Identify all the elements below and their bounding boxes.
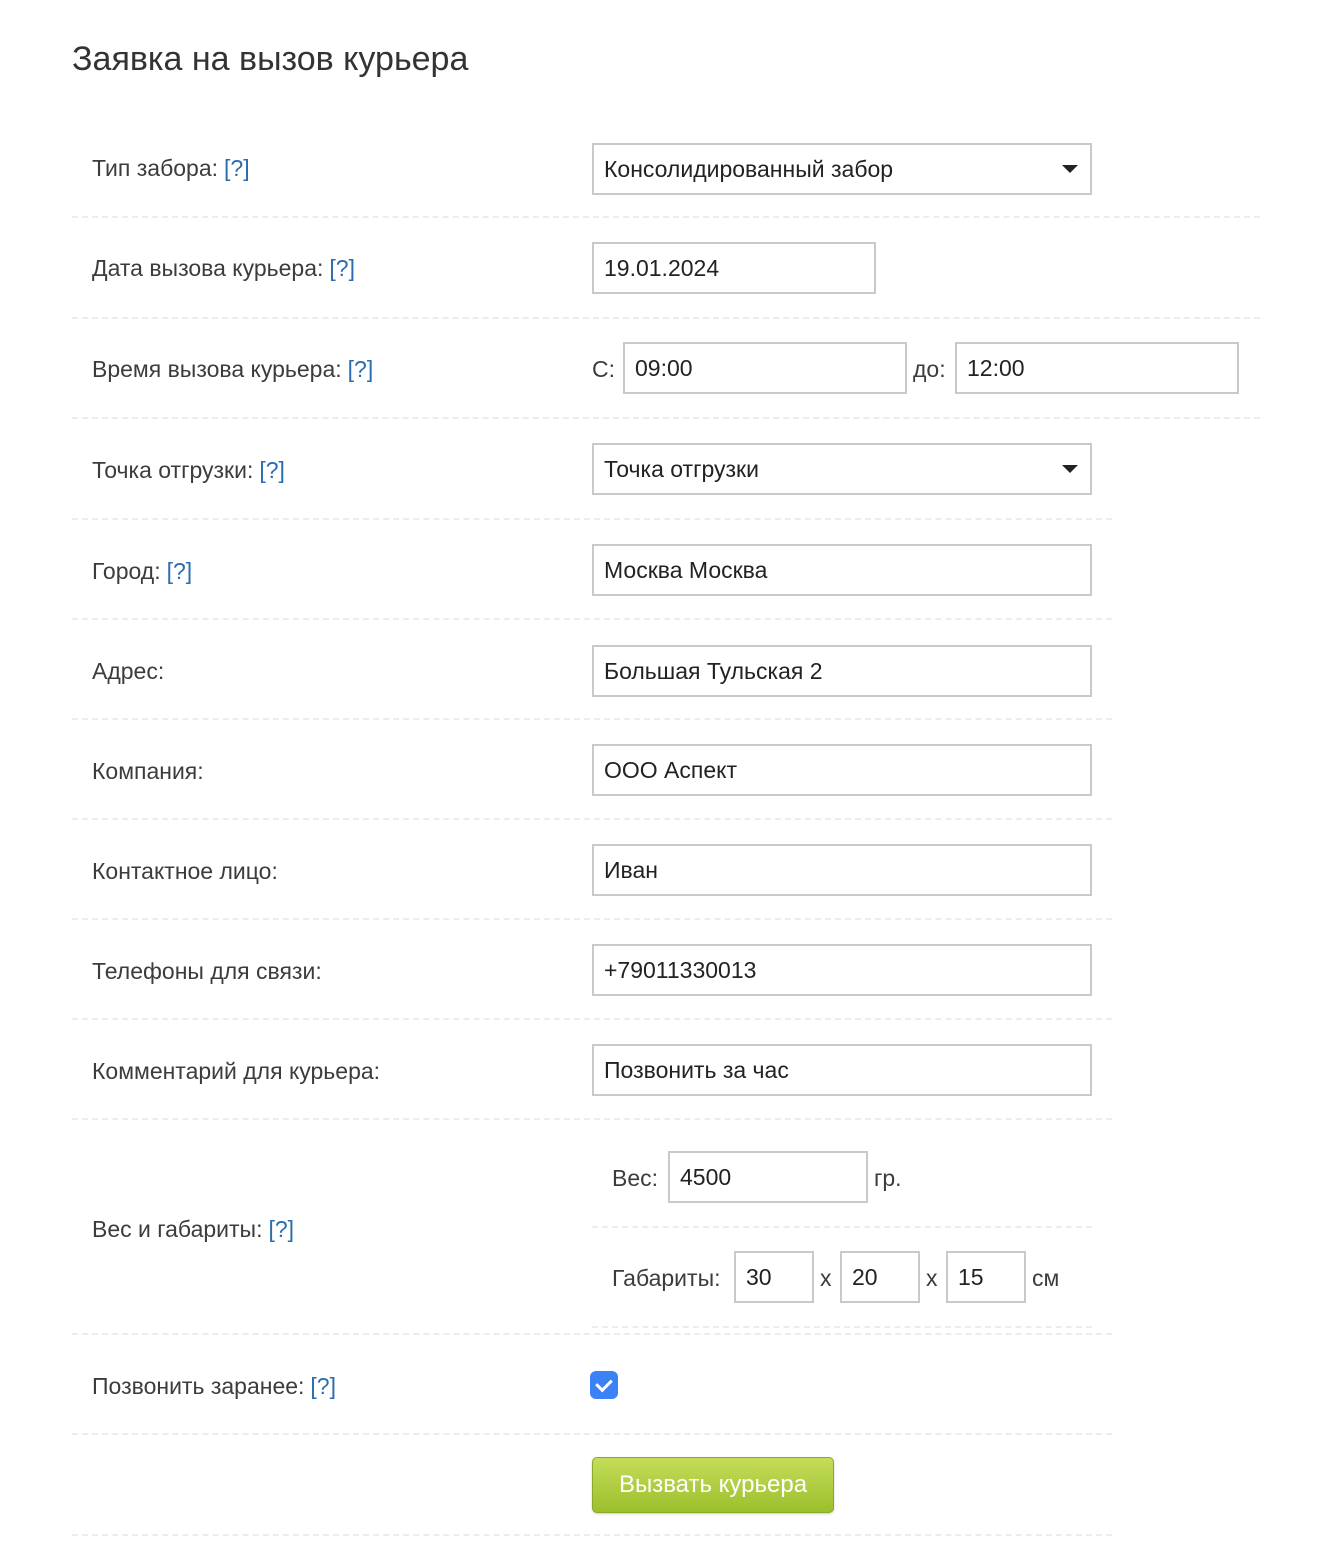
weight-input[interactable]: 4500 [668,1151,868,1203]
dims-separator: x [820,1265,832,1291]
weight-subrow-divider [592,1226,1092,1228]
phones-label: Телефоны для связи: [92,958,322,984]
date-input[interactable]: 19.01.2024 [592,242,876,294]
time-to-input[interactable]: 12:00 [955,342,1239,394]
company-label: Компания: [92,758,204,784]
weight-dims-help-link[interactable]: [?] [268,1216,295,1242]
dims-unit: см [1032,1265,1060,1291]
pickup-type-select[interactable] [592,143,1092,195]
date-help-link[interactable]: [?] [329,255,355,281]
contact-input[interactable]: Иван [592,844,1092,896]
call-ahead-help-link[interactable]: [?] [310,1373,336,1399]
chevron-down-icon [1062,465,1078,473]
city-input[interactable]: Москва Москва [592,544,1092,596]
address-input[interactable]: Большая Тульская 2 [592,645,1092,697]
call-ahead-checkbox[interactable] [590,1371,618,1399]
chevron-down-icon [1062,165,1078,173]
length-input[interactable]: 30 [734,1251,814,1303]
city-label: Город: [?] [92,558,193,584]
pickup-type-value: Консолидированный забор [604,156,894,182]
weight-label: Вес: [612,1165,659,1191]
shipping-point-value: Точка отгрузки [604,456,759,482]
shipping-point-help-link[interactable]: [?] [259,457,285,483]
comment-input[interactable]: Позвонить за час [592,1044,1092,1096]
date-label: Дата вызова курьера: [?] [92,255,355,281]
call-courier-button[interactable]: Вызвать курьера [592,1457,834,1513]
page-title: Заявка на вызов курьера [72,40,469,78]
checkmark-icon [595,1375,613,1393]
call-ahead-label: Позвонить заранее: [?] [92,1373,336,1399]
dims-label: Габариты: [612,1265,721,1291]
city-help-link[interactable]: [?] [166,558,193,584]
weight-dims-label: Вес и габариты: [?] [92,1216,295,1242]
time-from-input[interactable]: 09:00 [623,342,907,394]
dims-subrow-divider [592,1326,1092,1328]
address-label: Адрес: [92,658,165,684]
weight-unit: гр. [874,1165,902,1191]
time-help-link[interactable]: [?] [347,356,374,382]
contact-label: Контактное лицо: [92,858,278,884]
dims-separator: x [926,1265,938,1291]
shipping-point-select[interactable] [592,443,1092,495]
time-label: Время вызова курьера: [?] [92,356,374,382]
shipping-point-label: Точка отгрузки: [?] [92,457,285,483]
height-input[interactable]: 15 [946,1251,1026,1303]
width-input[interactable]: 20 [840,1251,920,1303]
time-to-label: до: [913,356,946,382]
comment-label: Комментарий для курьера: [92,1058,381,1084]
pickup-type-help-link[interactable]: [?] [224,155,250,181]
company-input[interactable]: ООО Аспект [592,744,1092,796]
time-from-label: С: [592,356,615,382]
pickup-type-label: Тип забора: [?] [92,155,250,181]
phones-input[interactable]: +79011330013 [592,944,1092,996]
